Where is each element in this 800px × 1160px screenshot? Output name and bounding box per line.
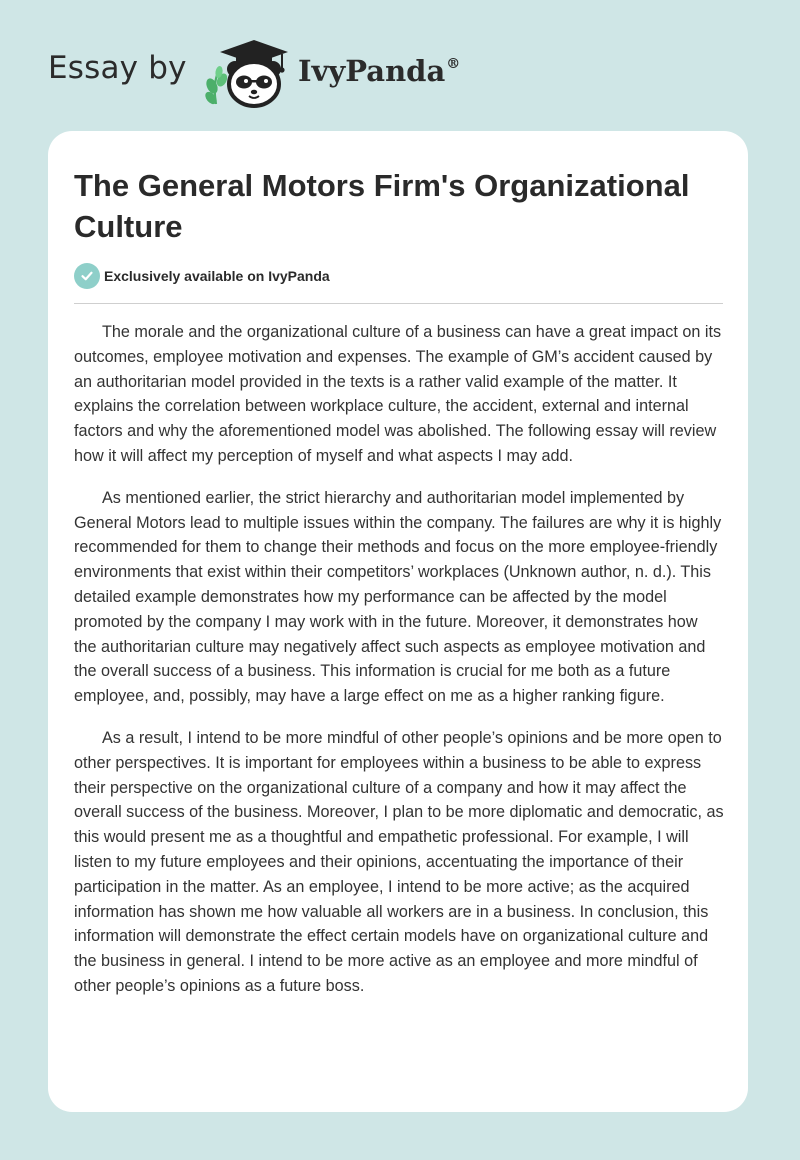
check-circle-icon	[74, 263, 100, 289]
brand-name	[298, 54, 460, 88]
essay-title: The General Motors Firm's Organizational Culture	[74, 168, 690, 244]
essay-card	[48, 131, 748, 1112]
brand-prefix: Essay by	[48, 50, 187, 86]
essay-paragraph: The morale and the organizational culture of a business can have a great impact on its outcomes, employee motivation and expenses. The example of GM’s accident caused by an authoritarian model provided in the texts is a rather valid example of the matter. It explains the correlation between workplace culture, the accident, external and internal factors and why the aforementioned model was abolished. The following essay will review how it will affect my perception of myself and what aspects I may add.	[74, 323, 722, 465]
registered-mark: ®	[446, 56, 461, 72]
exclusive-badge	[74, 263, 330, 289]
brand-name-text: IvyPanda	[298, 54, 446, 88]
essay-paragraph: As a result, I intend to be more mindful of other people’s opinions and be more open to other perspectives. It is important for employees within a business to be able to express their perspective on the organizational culture of a company and how it may affect the overall success of the business. Moreover, I plan to be more diplomatic and democratic, as this would present me as a thoughtful and empathetic professional. For example, I will listen to my future employees and their opinions, accentuating the importance of their participation in the matter. As an employee, I intend to be more active; as the acquired information has shown me how valuable all workers are in a business. In conclusion, this information will demonstrate the effect certain models have on organizational culture and the business in general. I intend to be more active as an employee and more mindful of other people’s opinions as a future boss.	[74, 728, 724, 995]
essay-body	[74, 320, 724, 1016]
exclusive-label: Exclusively available on IvyPanda	[104, 268, 330, 284]
brand-header[interactable]	[48, 28, 508, 108]
panda-graduate-icon	[202, 34, 298, 110]
title-divider	[74, 303, 723, 304]
essay-paragraph: As mentioned earlier, the strict hierarchy and authoritarian model implemented by General Motors lead to multiple issues within the company. The failures are why it is highly recommended for them to change their methods and focus on the more employee-friendly environments that exist within their competitors’ workplaces (Unknown author, n. d.). This detailed example demonstrates how my performance can be affected by the model promoted by the company I may work with in the future. Moreover, it demonstrates how the authoritarian culture may negatively affect such aspects as employee motivation and the overall success of a business. This information is crucial for me both as a future employee, and, possibly, may have a large effect on me as a higher ranking figure.	[74, 488, 722, 706]
